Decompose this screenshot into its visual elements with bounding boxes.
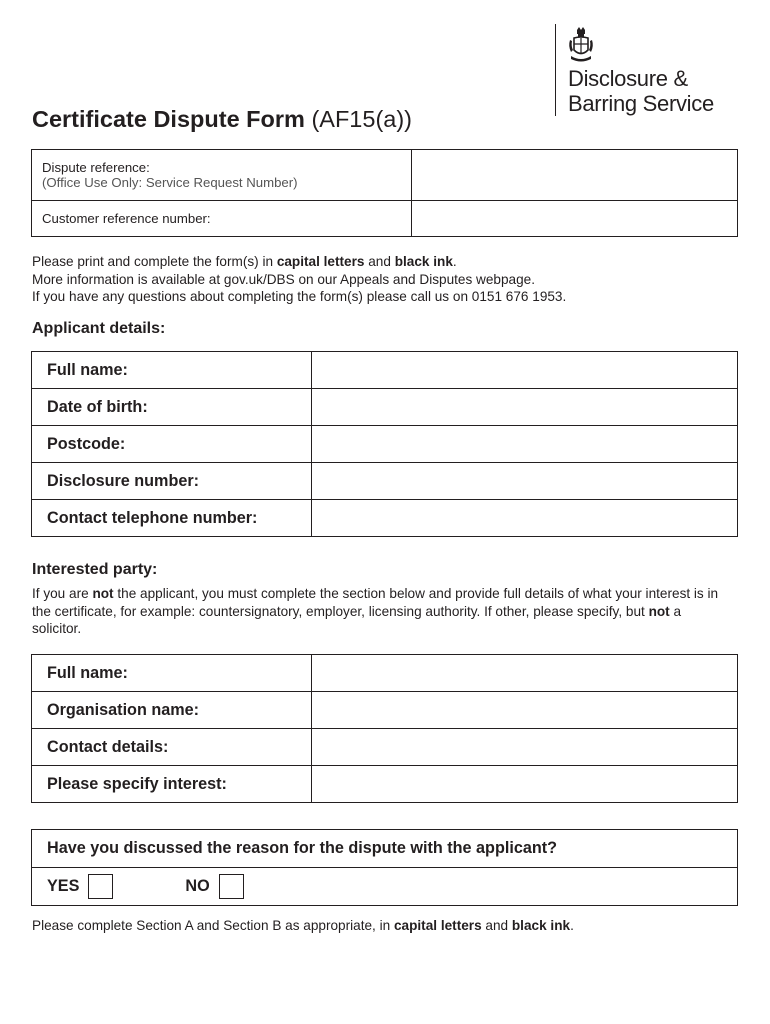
final-black-ink: black ink — [511, 918, 571, 933]
specify-interest-label: Please specify interest: — [32, 766, 312, 803]
interested-row — [32, 692, 738, 729]
interested-row — [32, 655, 738, 692]
interest-text-mid: the applicant, you must complete the section below and provide full details of what your interest is in the certificate, for example: countersignatory, employer, licensing authority. If other, please specify, but — [32, 586, 719, 619]
interest-text-not-1: not — [92, 586, 114, 601]
dispute-reference-sub: (Office Use Only: Service Request Number) — [42, 175, 298, 190]
applicant-full-name-field[interactable] — [312, 352, 738, 389]
royal-crest-icon — [568, 26, 594, 64]
logo-text — [568, 66, 758, 116]
applicant-disclosure-number-label: Disclosure number: — [32, 463, 312, 500]
logo-line-2: Barring Service — [568, 91, 714, 116]
interested-row — [32, 729, 738, 766]
no-checkbox[interactable] — [219, 874, 244, 899]
organisation-name-field[interactable] — [312, 692, 738, 729]
title-main: Certificate Dispute Form — [32, 106, 305, 132]
intro-capital-letters: capital letters — [276, 254, 365, 269]
interest-text-post: a solicitor. — [32, 603, 682, 636]
dispute-reference-field[interactable] — [412, 150, 738, 201]
final-mid: and — [481, 918, 512, 933]
customer-reference-label: Customer reference number: — [32, 201, 412, 237]
intro-line-2: More information is available at gov.uk/DBS on our Appeals and Disputes webpage. — [32, 271, 536, 287]
customer-reference-field[interactable] — [412, 201, 738, 237]
applicant-postcode-field[interactable] — [312, 426, 738, 463]
interested-row — [32, 766, 738, 803]
applicant-telephone-label: Contact telephone number: — [32, 500, 312, 537]
intro-line-1-mid: and — [364, 254, 395, 269]
yes-option — [47, 874, 113, 899]
interested-full-name-field[interactable] — [312, 655, 738, 692]
dispute-reference-label-cell — [32, 150, 412, 201]
customer-reference-row — [32, 201, 738, 237]
no-option — [185, 874, 243, 899]
applicant-row — [32, 389, 738, 426]
no-label: NO — [185, 876, 210, 895]
applicant-row — [32, 463, 738, 500]
intro-line-1-post: . — [452, 254, 457, 269]
yes-label: YES — [47, 876, 80, 895]
applicant-postcode-label: Postcode: — [32, 426, 312, 463]
organisation-name-label: Organisation name: — [32, 692, 312, 729]
final-pre: Please complete Section A and Section B as appropriate, in — [32, 918, 394, 933]
applicant-telephone-field[interactable] — [312, 500, 738, 537]
final-instruction — [32, 918, 574, 933]
applicant-row — [32, 500, 738, 537]
applicant-dob-field[interactable] — [312, 389, 738, 426]
yes-no-row — [32, 868, 737, 904]
intro-black-ink: black ink — [394, 254, 453, 269]
intro-line-1 — [32, 253, 566, 271]
applicant-dob-label: Date of birth: — [32, 389, 312, 426]
intro-line-3: If you have any questions about completing the form(s) please call us on 0151 676 1953. — [32, 289, 567, 304]
intro-line-1-pre: Please print and complete the form(s) in — [32, 254, 277, 269]
discussion-question: Have you discussed the reason for the dispute with the applicant? — [32, 830, 737, 868]
reference-table — [31, 149, 738, 237]
page-title — [32, 106, 412, 133]
applicant-row — [32, 426, 738, 463]
interested-party-table — [31, 654, 738, 803]
applicant-disclosure-number-field[interactable] — [312, 463, 738, 500]
intro-text — [32, 253, 566, 306]
interested-party-heading: Interested party: — [32, 561, 158, 578]
logo-line-1: Disclosure & — [568, 66, 688, 91]
contact-details-label: Contact details: — [32, 729, 312, 766]
final-capital-letters: capital letters — [393, 918, 482, 933]
interest-text-not-2: not — [648, 603, 670, 619]
final-post: . — [570, 918, 574, 933]
discussion-question-box — [31, 829, 738, 906]
applicant-row — [32, 352, 738, 389]
interested-party-text — [32, 585, 732, 638]
dbs-logo — [555, 24, 714, 116]
applicant-table — [31, 351, 738, 537]
interested-full-name-label: Full name: — [32, 655, 312, 692]
specify-interest-field[interactable] — [312, 766, 738, 803]
title-code: (AF15(a)) — [311, 106, 412, 132]
contact-details-field[interactable] — [312, 729, 738, 766]
dispute-reference-label: Dispute reference: — [42, 160, 150, 175]
applicant-heading: Applicant details: — [32, 320, 166, 337]
yes-checkbox[interactable] — [88, 874, 113, 899]
dispute-reference-row — [32, 150, 738, 201]
applicant-full-name-label: Full name: — [32, 352, 312, 389]
interest-text-pre: If you are — [32, 586, 93, 601]
